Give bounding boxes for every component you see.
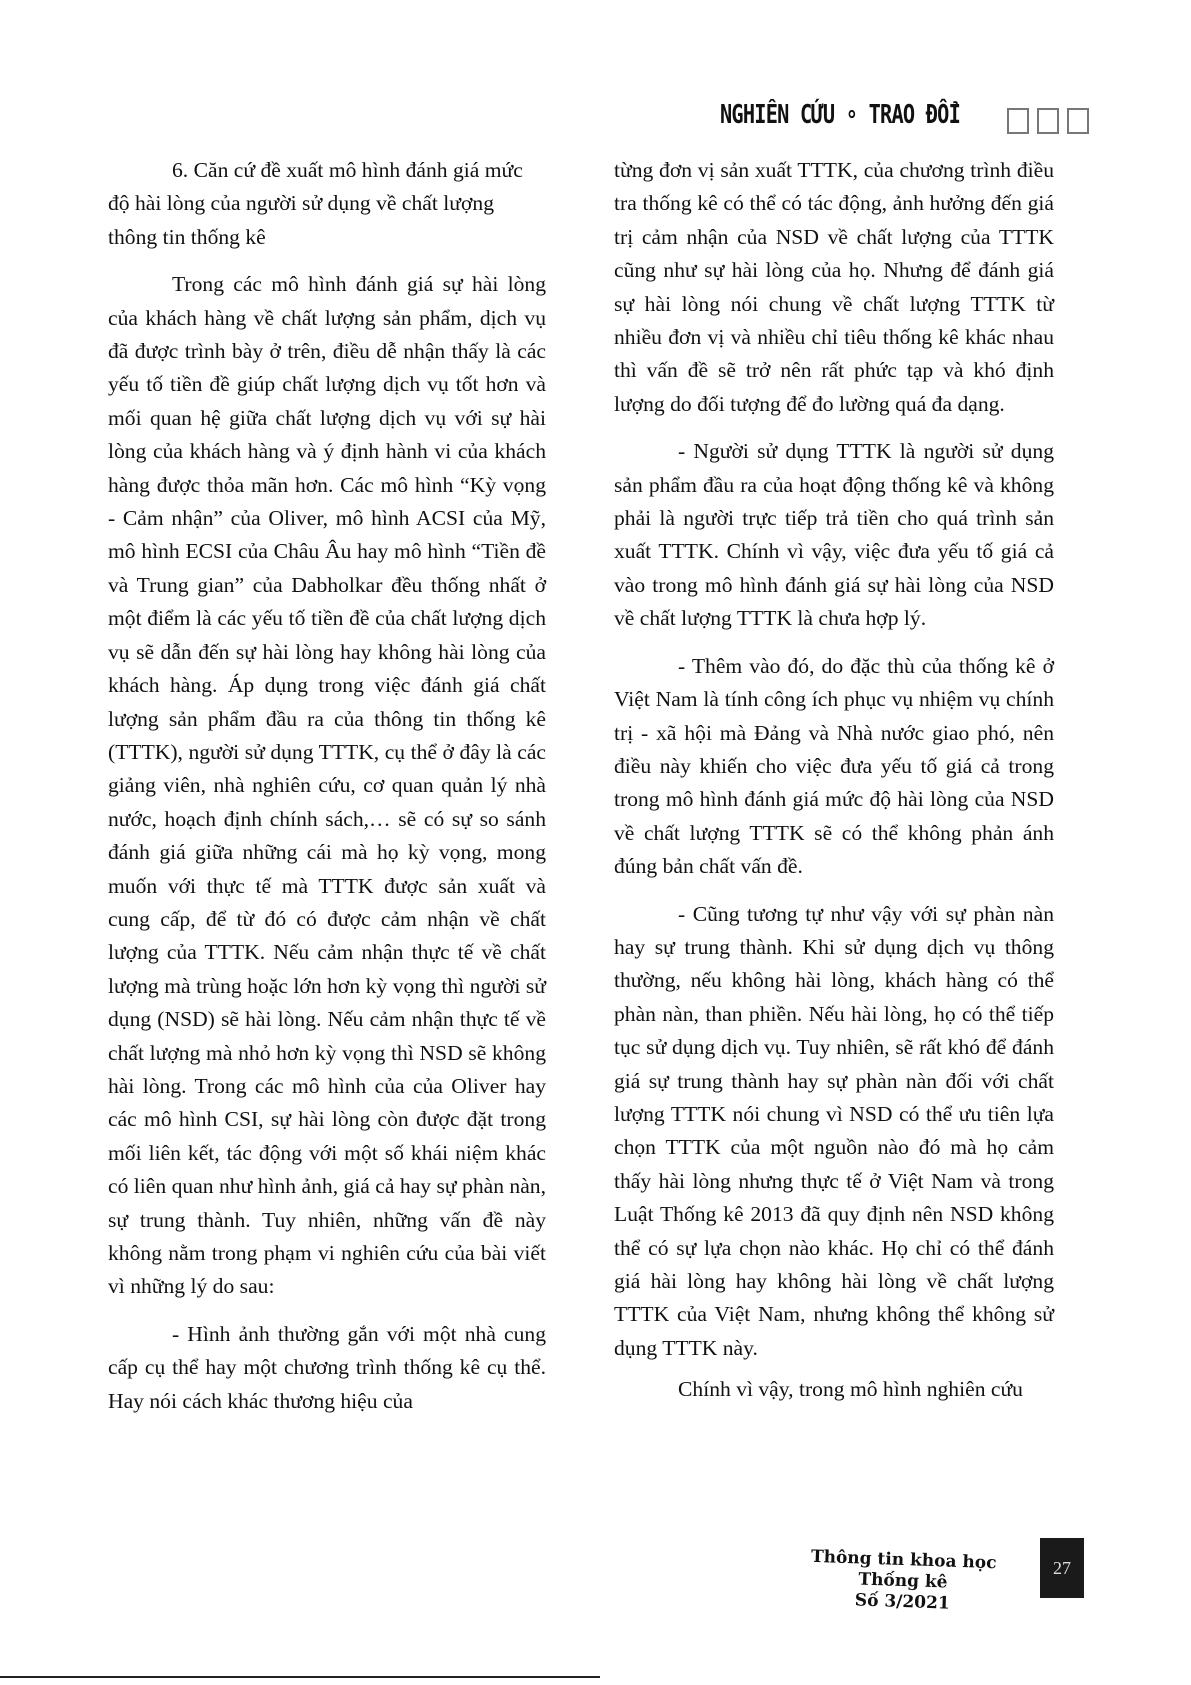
journal-name: Thông tin khoa học Thống kê (810, 1546, 997, 1593)
bottom-rule (0, 1676, 600, 1678)
right-column (614, 154, 1054, 1421)
paragraph: - Hình ảnh thường gắn với một nhà cung cấp cụ thể hay một chương trình thống kê cụ thể. Hay nói cách khác thương hiệu của (108, 1321, 546, 1413)
journal-issue: Số 3/2021 (854, 1590, 951, 1614)
paragraph: Chính vì vậy, trong mô hình nghiên cứu (678, 1377, 1023, 1402)
paragraph: Trong các mô hình đánh giá sự hài lòng của khách hàng về chất lượng sản phẩm, dịch vụ đã được trình bày ở trên, điều dễ nhận thấy là các yếu tố tiền đề giúp chất lượng dịch vụ tốt hơn và mối quan hệ giữa chất lượng dịch vụ với sự hài lòng của khách hàng và ý định hành vi của khách hàng được thỏa mãn hơn. Các mô hình “Kỳ vọng - Cảm nhận” của Oliver, mô hình ACSI của Mỹ, mô hình ECSI của Châu Âu hay mô hình “Tiền đề và Trung gian” của Dabholkar đều thống nhất ở một điểm là các yếu tố tiền đề của chất lượng dịch vụ sẽ dẫn đến sự hài lòng hay không hài lòng của khách hàng. Áp dụng trong việc đánh giá chất lượng sản phẩm đầu ra của thông tin thống kê (TTTK), người sử dụng TTTK, cụ thể ở đây là các giảng viên, nhà nghiên cứu, cơ quan quản lý nhà nước, hoạch định chính sách,… sẽ có sự so sánh đánh giá giữa những cái mà họ kỳ vọng, mong muốn với thực tế mà TTTK được sản xuất và cung cấp, để từ đó có được cảm nhận về chất lượng của TTTK. Nếu cảm nhận thực tế về chất lượng mà trùng hoặc lớn hơn kỳ vọng thì người sử dụng (NSD) sẽ hài lòng. Nếu cảm nhận thực tế về chất lượng mà nhỏ hơn kỳ vọng thì NSD sẽ không hài lòng. Trong các mô hình của của Oliver hay các mô hình CSI, sự hài lòng còn được đặt trong mối liên kết, tác động với một số khái niệm khác có liên quan như hình ảnh, giá cả hay sự phàn nàn, sự trung thành. Tuy nhiên, những vấn đề này không nằm trong phạm vi nghiên cứu của bài viết vì những lý do sau: (108, 272, 546, 1299)
paragraph: từng đơn vị sản xuất TTTK, của chương trình điều tra thống kê có thể có tác động, ảnh hưởng đến giá trị cảm nhận của NSD về chất lượng của TTTK cũng như sự hài lòng của họ. Nhưng để đánh giá sự hài lòng nói chung về chất lượng TTTK từ nhiều đơn vị và nhiều chỉ tiêu thống kê khác nhau thì vấn đề sẽ trở nên rất phức tạp và khó định lượng do đối tượng để đo lường quá đa dạng. (614, 158, 1054, 416)
section-heading: 6. Căn cứ đề xuất mô hình đánh giá mức độ hài lòng của người sử dụng về chất lượng thông tin thống kê (108, 158, 523, 249)
paragraph: - Thêm vào đó, do đặc thù của thống kê ở Việt Nam là tính công ích phục vụ nhiệm vụ chính trị - xã hội mà Đảng và Nhà nước giao phó, nên điều này khiến cho việc đưa yếu tố giá cả trong trong mô hình đánh giá mức độ hài lòng của NSD về chất lượng TTTK sẽ có thể không phản ánh đúng bản chất vấn đề. (614, 653, 1054, 879)
paragraph: - Người sử dụng TTTK là người sử dụng sản phẩm đầu ra của hoạt động thống kê và không phải là người trực tiếp trả tiền cho quá trình sản xuất TTTK. Chính vì vậy, việc đưa yếu tố giá cả vào trong mô hình đánh giá sự hài lòng của NSD về chất lượng TTTK là chưa hợp lý. (614, 439, 1054, 631)
left-column (108, 154, 546, 1432)
journal-footer (777, 1546, 1029, 1618)
page-number: 27 (1040, 1538, 1084, 1598)
paragraph: - Cũng tương tự như vậy với sự phàn nàn hay sự trung thành. Khi sử dụng dịch vụ thông thường, nếu không hài lòng, khách hàng có thể phàn nàn, than phiền. Nếu hài lòng, họ có thể tiếp tục sử dụng dịch vụ. Tuy nhiên, sẽ rất khó để đánh giá sự trung thành hay sự phàn nàn đối với chất lượng TTTK nói chung vì NSD có thể ưu tiên lựa chọn TTTK của một nguồn nào đó mà họ cảm thấy hài lòng nhưng thực tế ở Việt Nam và trong Luật Thống kê 2013 đã quy định nên NSD không thể có sự lựa chọn nào khác. Họ chỉ có thể đánh giá hài lòng hay không hài lòng về chất lượng TTTK của Việt Nam, nhưng không thể không sử dụng TTTK này. (614, 901, 1054, 1360)
decor-box (1037, 108, 1059, 134)
decor-box (1007, 108, 1029, 134)
header-decoration (1007, 108, 1089, 134)
section-header: NGHIÊN CỨU ∘ TRAO ĐỔI (720, 100, 961, 130)
decor-box (1067, 108, 1089, 134)
